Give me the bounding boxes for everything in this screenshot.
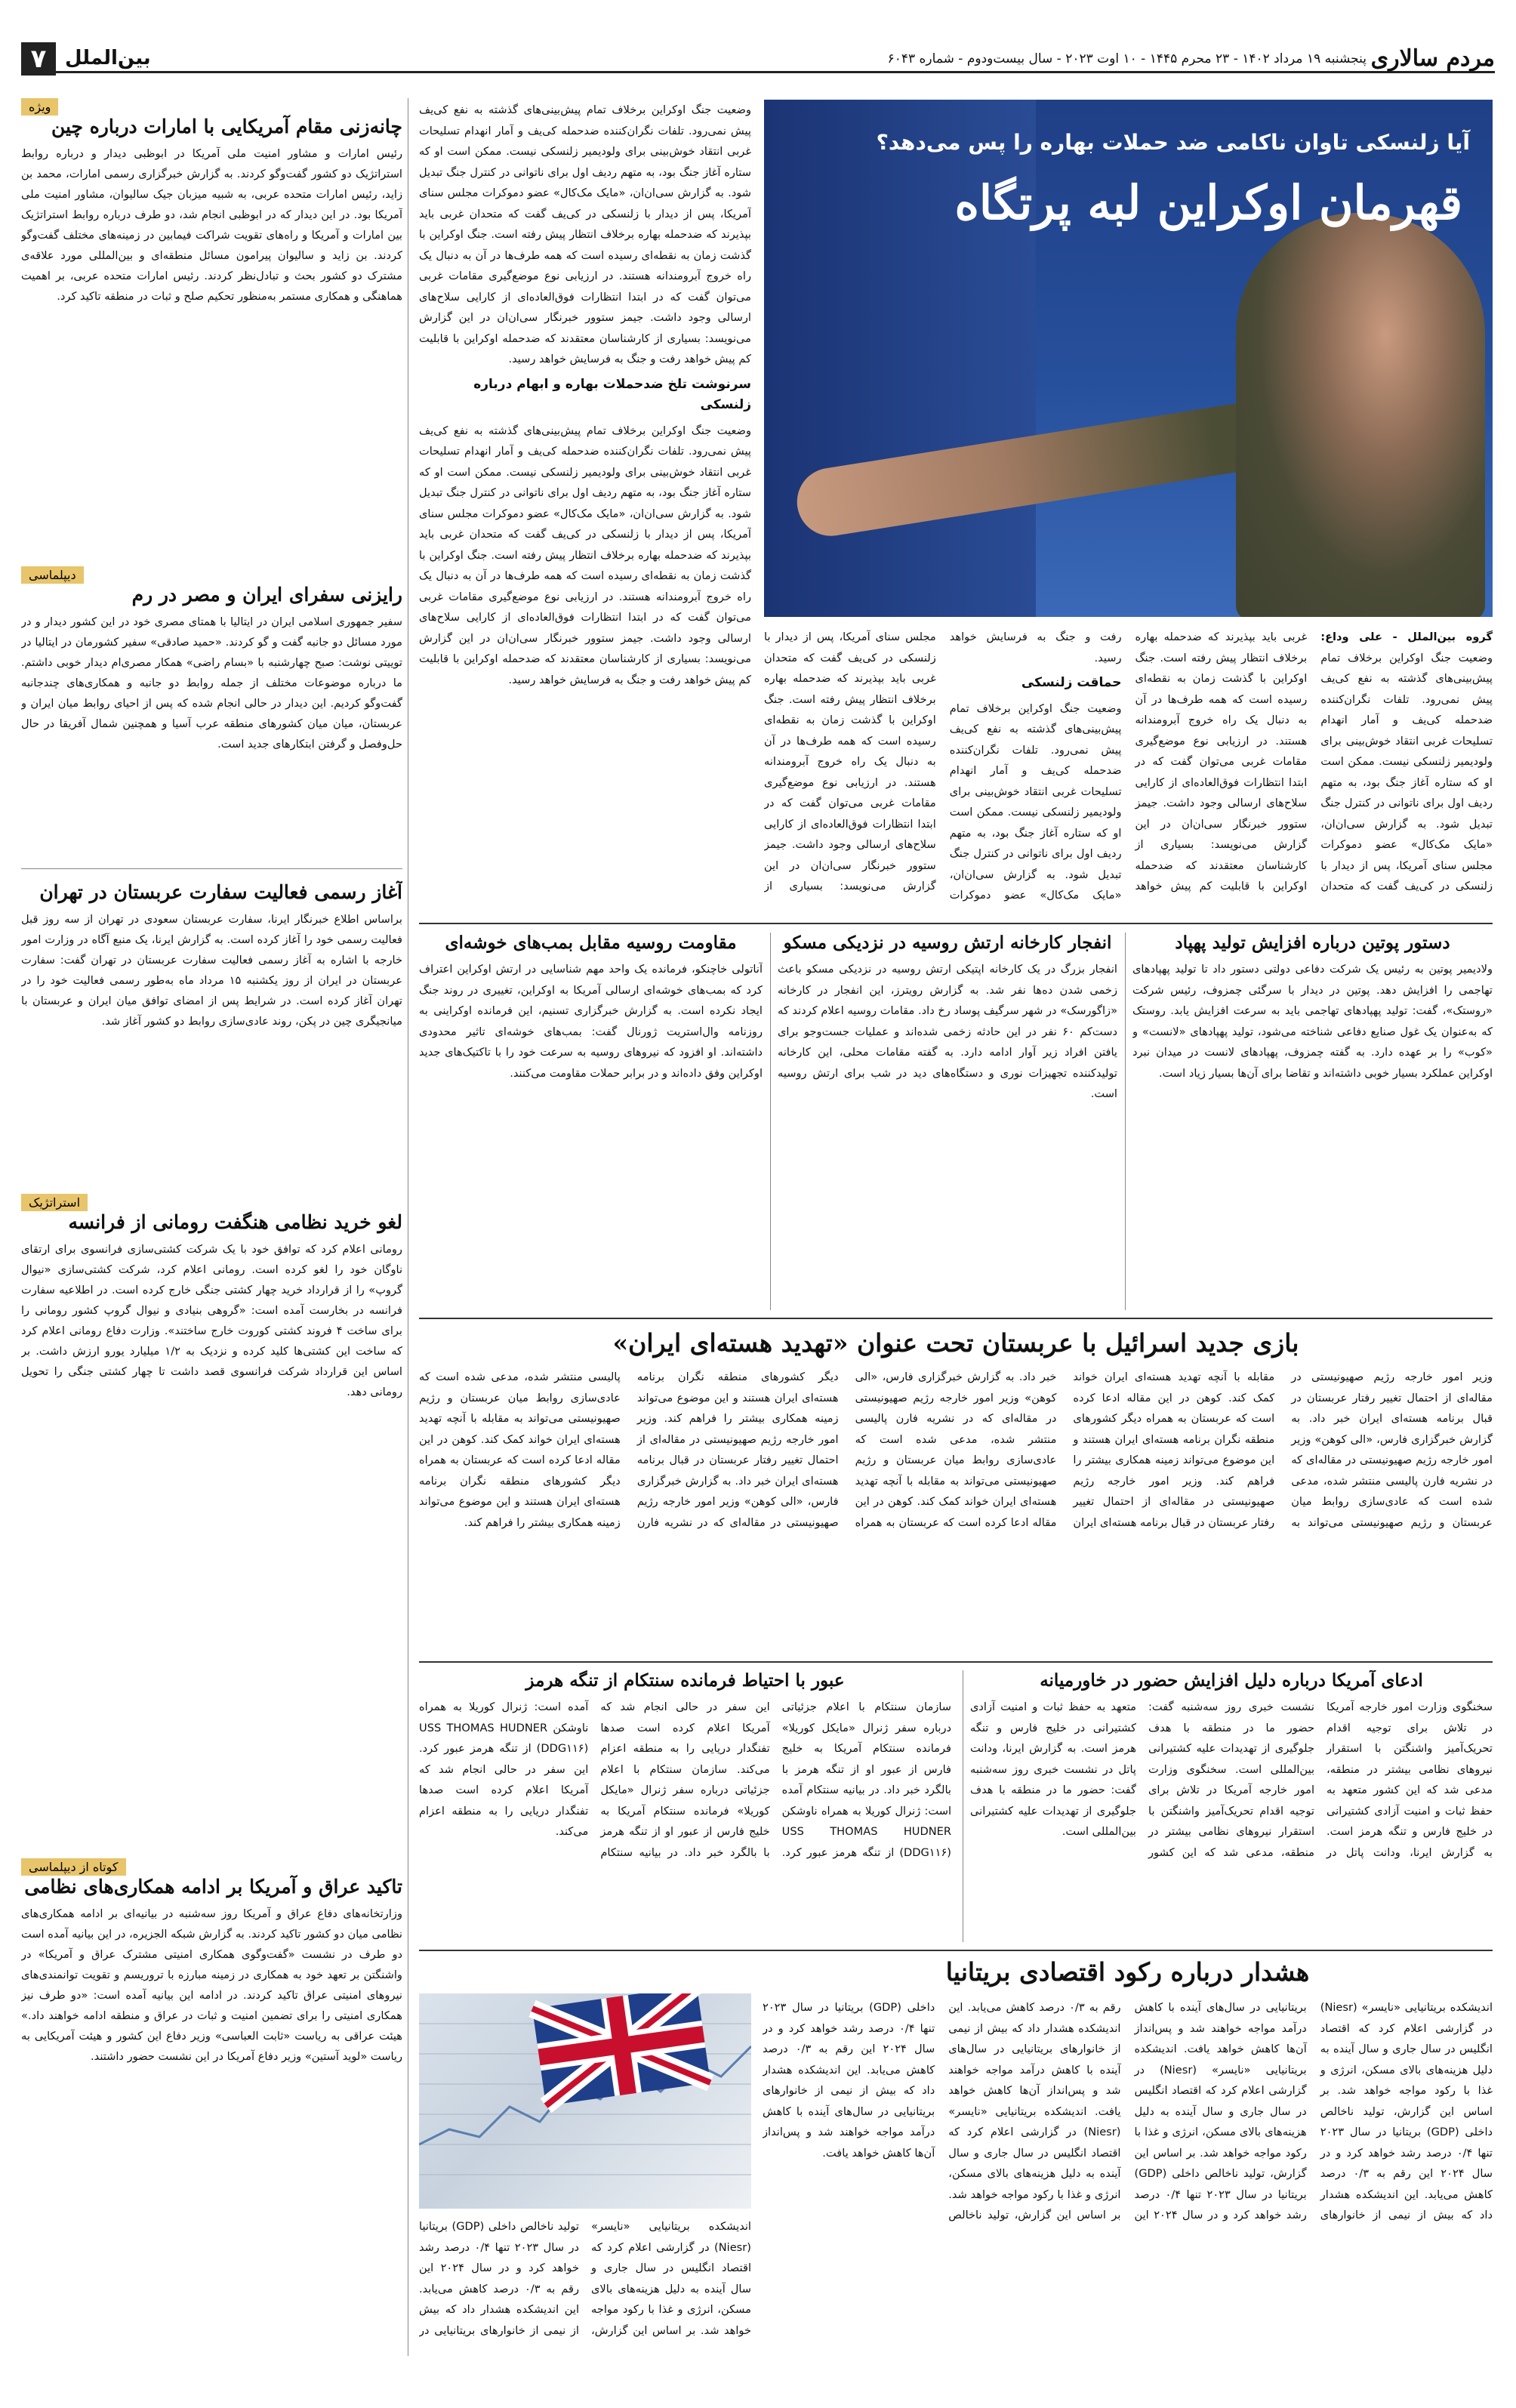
sidebar-column [21, 98, 402, 2356]
article-body: انفجار بزرگ در یک کارخانه اپتیکی ارتش روسیه در نزدیکی مسکو باعث زخمی شدن ده‌ها نفر شد. به گزارش رویترز، این انفجار در کارخانه «زاگورسک» در شهر سرگیف پوساد رخ داد. مقامات روسیه اعلام کردند که دست‌کم ۶۰ نفر در این حادثه زخمی شده‌اند و عملیات جست‌وجو برای یافتن افراد زیر آوار ادامه دارد. به گفته مقامات محلی، این کارخانه تولیدکننده تجهیزات نوری و دستگاه‌های دید در شب برای ارتش روسیه است. [778, 963, 1117, 1100]
article-headline: مقاومت روسیه مقابل بمب‌های خوشه‌ای [445, 933, 737, 953]
us-middle-east-article [970, 1670, 1493, 1942]
main-story [764, 627, 1493, 914]
sidebar-article-rome [21, 566, 402, 861]
article-text: سخنگوی وزارت امور خارجه آمریکا در تلاش برای توجیه اقدام تحریک‌آمیز واشنگتن با استقرار نیروهای نظامی بیشتر در منطقه، مدعی شد که این کشور متعهد به حفظ ثبات و امنیت آزادی کشتیرانی در خلیج فارس و تنگه هرمز است. به گزارش ایرنا، ودانت پاتل در نشست خبری روز سه‌شنبه گفت: حضور ما در منطقه با هدف جلوگیری از تهدیدات علیه کشتیرانی بین‌المللی است. [1148, 1700, 1493, 1859]
article-headline: دستور پوتین درباره افزایش تولید پهپاد [1175, 933, 1450, 953]
article-subhead: حماقت زلنسکی [1021, 675, 1122, 690]
article-body: سفیر جمهوری اسلامی ایران در ایتالیا با همتای مصری خود در این کشور دیدار و در مورد مسائل دو جانبه گفت و گو کردند. «حمید صادقی» سفیر کشورمان در ایتالیا در توییتی نوشت: صبح چهارشنبه با «بسام راضی» همکار مصری‌ام دیدار خوبی داشتم. ما درباره موضوعات مختلف از جمله روابط دو جانبه و همکاری‌های چندجانبه گفت‌وگو کردیم. این دیدار در حالی انجام شده که پس از احیای روابط میان ایران و عربستان، میان میان کشورهای منطقه عرب آسیا و همچنین شمال آفریقا در حال حل‌وفصل و گرفتن ابتکارهای جدید است. [21, 615, 402, 751]
article-text: اندیشکده بریتانیایی «نایسر» (Niesr) در گزارشی اعلام کرد که اقتصاد انگلیس در سال جاری و سال آینده به دلیل هزینه‌های بالای مسکن، انرژی و غذا با رکود مواجه خواهد شد. بر اساس این گزارش، تولید ناخالص داخلی (GDP) بریتانیا در سال ۲۰۲۳ تنها ۰/۴ درصد رشد خواهد کرد و در سال ۲۰۲۴ این رقم به ۰/۳ درصد کاهش می‌یابد. این اندیشکده هشدار داد که بیش از نیمی از خانوارهای بریتانیایی در [419, 2220, 751, 2337]
kicker-label: دیپلماسی [21, 566, 84, 584]
uk-article-continued [419, 2216, 751, 2356]
kicker-label: ویژه [21, 98, 58, 116]
article-body: وضعیت جنگ اوکراین برخلاف تمام پیش‌بینی‌های گذشته به نفع کی‌یف پیش نمی‌رود. تلفات نگران‌کننده ضدحمله کی‌یف و آمار انهدام تسلیحات غربی انتقاد خوش‌بینی برای ولودیمیر زلنسکی نیست. ممکن است او که ستاره آغاز جنگ بود، به متهم ردیف اول برای ناتوانی در کنترل جنگ تبدیل شود. به گزارش سی‌ان‌ان، «مایک مک‌کال» عضو دموکرات مجلس سنای آمریکا، پس از دیدار با زلنسکی در کی‌یف گفت که متحدان غربی باید بپذیرند که ضدحمله بهاره برخلاف انتظار پیش رفته است. جنگ اوکراین با گذشت زمان به نقطه‌ای رسیده است که همه طرف‌ها در آن به دنبال یک راه خروج آبرومندانه هستند. در ارزیابی نوع موضع‌گیری مقامات غربی می‌توان گفت که در ابتدا انتظارات فوق‌العاده‌ای از کارایی سلاح‌های ارسالی وجود داشت. جیمز ستوور خبرنگار سی‌ان‌ان در این گزارش می‌نویسد: بسیاری از کارشناسان معتقدند که ضدحمله اوکراین با قابلیت کم پیش خواهد رفت و جنگ به فرسایش خواهد رسید. [419, 424, 751, 686]
article-headline: هشدار درباره رکود اقتصادی بریتانیا [945, 1957, 1310, 1987]
article-body: آناتولی خاچنکو، فرمانده یک واحد مهم شناسایی در ارتش اوکراین اعتراف کرد که بمب‌های خوشه‌ای ارسالی آمریکا به اوکراین، تغییری در روند جنگ ایجاد نکرده است. به گزارش خبرگزاری تسنیم، این فرمانده اوکراینی به روزنامه وال‌استریت ژورنال گفت: بمب‌های خوشه‌ای تاثیر محدودی داشته‌اند. او افزود که نیروهای روسیه به سرعت خود را با تاکتیک‌های جدید اوکراین وفق داده‌اند و در برابر حملات مقاومت می‌کنند. [419, 963, 763, 1080]
hero-subtitle: آیا زلنسکی تاوان ناکامی ضد حملات بهاره را پس می‌دهد؟ [876, 130, 1470, 155]
uk-recession-article [763, 1997, 1493, 2356]
article-text: وزیر امور خارجه رژیم صهیونیستی در مقاله‌ای از احتمال تغییر رفتار عربستان در قبال برنامه هسته‌ای ایران خبر داد. به گزارش خبرگزاری فارس، «الی کوهن» وزیر امور خارجه رژیم صهیونیستی در مقاله‌ای که در نشریه فارن پالیسی منتشر شده، مدعی شده است که عادی‌سازی روابط میان عربستان و رژیم صهیونیستی می‌تواند به مقابله با آنچه تهدید هسته‌ای ایران خواند کمک کند. کوهن در این مقاله ادعا کرده است که عربستان به همراه دیگر کشورهای منطقه نگران برنامه هسته‌ای ایران هستند و این موضوع می‌تواند زمینه همکاری بیشتر را فراهم کند. [1073, 1370, 1493, 1529]
main-story-continued [419, 100, 751, 915]
israel-saudi-article [419, 1325, 1493, 1654]
article-text: وزیر امور خارجه رژیم صهیونیستی در مقاله‌ای از احتمال تغییر رفتار عربستان در قبال برنامه هسته‌ای ایران خبر داد. به گزارش خبرگزاری فارس، «الی کوهن» وزیر امور خارجه رژیم صهیونیستی در مقاله‌ای که در نشریه فارن پالیسی منتشر شده، مدعی شده است که عادی‌سازی روابط میان عربستان و رژیم صهیونیستی می‌تواند به مقابله با آنچه تهدید هسته‌ای ایران خواند کمک کند. کوهن در این مقاله ادعا کرده است که عربستان به همراه دیگر کشورهای منطقه نگران برنامه هسته‌ای ایران هستند و این موضوع می‌تواند زمینه همکاری بیشتر را فراهم کند. [636, 1370, 1275, 1529]
article-body: ولادیمیر پوتین به رئیس یک شرکت دفاعی دولتی دستور داد تا تولید پهپادهای تهاجمی را افزایش دهد. پوتین در دیدار با سرگئی چمزوف، رئیس شرکت «روستک»، گفت: تولید پهپادهای تهاجمی باید به سرعت افزایش یابد. روستک که به‌عنوان یک غول صنایع دفاعی شناخته می‌شود، تولید پهپادهای «لانست» و «کوب» را بر عهده دارد. به گفته چمزوف، پهپادهای لانست در میدان نبرد اوکراین عملکرد بسیار خوبی داشته‌اند و تقاضا برای آن‌ها بسیار زیاد است. [1132, 963, 1493, 1080]
centcom-hormuz-article [419, 1670, 951, 1942]
article-body: وضعیت جنگ اوکراین برخلاف تمام پیش‌بینی‌های گذشته به نفع کی‌یف پیش نمی‌رود. تلفات نگران‌کننده ضدحمله کی‌یف و آمار انهدام تسلیحات غربی انتقاد خوش‌بینی برای ولودیمیر زلنسکی نیست. ممکن است او که ستاره آغاز جنگ بود، به متهم ردیف اول برای ناتوانی در کنترل جنگ تبدیل شود. به گزارش سی‌ان‌ان، «مایک مک‌کال» عضو دموکرات مجلس سنای آمریکا، پس از دیدار با زلنسکی در کی‌یف گفت که متحدان غربی باید بپذیرند که ضدحمله بهاره برخلاف انتظار پیش رفته است. جنگ اوکراین با گذشت زمان به نقطه‌ای رسیده است که همه طرف‌ها در آن به دنبال یک راه خروج آبرومندانه هستند. در ارزیابی نوع موضع‌گیری مقامات غربی می‌توان گفت که در ابتدا انتظارات فوق‌العاده‌ای از کارایی سلاح‌های ارسالی وجود داشت. جیمز ستوور خبرنگار سی‌ان‌ان در این گزارش می‌نویسد: بسیاری از کارشناسان معتقدند که ضدحمله اوکراین با قابلیت کم پیش خواهد رفت و جنگ به فرسایش خواهد رسید. [419, 103, 751, 365]
newspaper-logo: مردم سالاری [1370, 45, 1495, 72]
article-text: اندیشکده بریتانیایی «نایسر» (Niesr) در گزارشی اعلام کرد که اقتصاد انگلیس در سال جاری و سال آینده به دلیل هزینه‌های بالای مسکن، انرژی و غذا با رکود مواجه خواهد شد. بر اساس این گزارش، تولید ناخالص داخلی (GDP) بریتانیا در سال ۲۰۲۳ تنها ۰/۴ درصد رشد خواهد کرد و در سال ۲۰۲۴ این رقم به ۰/۳ درصد کاهش می‌یابد. این اندیشکده هشدار داد که بیش از نیمی از خانوارهای بریتانیایی در سال‌های آینده با کاهش درآمد مواجه خواهند شد و پس‌انداز آن‌ها کاهش خواهد یافت. [948, 2001, 1307, 2221]
hero-photo [764, 100, 1493, 617]
article-body: وضعیت جنگ اوکراین برخلاف تمام پیش‌بینی‌های گذشته به نفع کی‌یف پیش نمی‌رود. تلفات نگران‌کننده ضدحمله کی‌یف و آمار انهدام تسلیحات غربی انتقاد خوش‌بینی برای ولودیمیر زلنسکی نیست. ممکن است او که ستاره آغاز جنگ بود، به متهم ردیف اول برای ناتوانی در کنترل جنگ تبدیل شود. به گزارش سی‌ان‌ان، «مایک مک‌کال» عضو دموکرات مجلس سنای آمریکا، پس از دیدار با زلنسکی در کی‌یف گفت که متحدان غربی باید بپذیرند که ضدحمله بهاره برخلاف انتظار پیش رفته است. جنگ اوکراین با گذشت زمان به نقطه‌ای رسیده است که همه طرف‌ها در آن به دنبال یک راه خروج آبرومندانه هستند. در ارزیابی نوع موضع‌گیری مقامات غربی می‌توان گفت که در ابتدا انتظارات فوق‌العاده‌ای از کارایی سلاح‌های ارسالی وجود داشت. جیمز ستوور خبرنگار سی‌ان‌ان در این گزارش می‌نویسد: بسیاری از کارشناسان معتقدند که ضدحمله اوکراین با قابلیت کم پیش خواهد رفت و جنگ به فرسایش خواهد رسید. [949, 631, 1493, 893]
sidebar-article-romania [21, 1194, 402, 1858]
article-body [970, 1697, 1493, 1863]
byline: گروه بین‌الملل - علی وداع: [1320, 631, 1493, 643]
article-headline: رایزنی سفرای ایران و مصر در رم [131, 584, 402, 606]
masthead [21, 45, 1495, 73]
section-name: بین‌الملل [65, 47, 151, 69]
article-text: سخنگوی وزارت امور خارجه آمریکا در تلاش برای توجیه اقدام تحریک‌آمیز واشنگتن با استقرار نیروهای نظامی بیشتر در منطقه، مدعی شد که این کشور متعهد به حفظ ثبات و امنیت آزادی کشتیرانی در خلیج فارس و تنگه هرمز است. به گزارش ایرنا، ودانت پاتل در نشست خبری روز سه‌شنبه گفت: حضور ما در منطقه با هدف جلوگیری از تهدیدات علیه کشتیرانی بین‌المللی است. [970, 1700, 1314, 1859]
sidebar-article-saudi [21, 877, 402, 1194]
uk-flag-graphic [419, 1993, 751, 2209]
article-body: رئیس امارات و مشاور امنیت ملی آمریکا در ابوظبی دیدار و درباره روابط استراتژیک دو کشور گفت‌وگو کردند. به گزارش خبرگزاری رسمی امارات، محمد بن زاید، رئیس امارات متحده عربی، به شبیه میزبان جیک سالیوان، مشاور امنیت ملی آمریکا بود. در این دیدار که در ابوظبی انجام شد، دو طرف درباره روابط استراتژیک بین امارات و آمریکا و راه‌های تقویت شراکت فیمابین در زمینه‌های مختلف گفت‌وگو کردند. بن زاید و سالیوان پیرامون مسائل منطقه‌ای و بین‌المللی مورد علاقه‌ی مشترک دو کشور بحث و تبادل‌نظر کردند. رئیس امارات متحده عربی، بر اهمیت هماهنگی و همکاری مستمر به‌منظور تحکیم صلح و ثبات در منطقه تاکید کرد. [21, 147, 402, 303]
article-body: رومانی اعلام کرد که توافق خود با یک شرکت کشتی‌سازی فرانسوی برای ارتقای ناوگان خود را لغو کرده است. رومانی اعلام کرد، شرکت کشتی‌سازی «نیوال گروپ» را از قرارداد خرید چهار کشتی جنگی خارج کرده است. در اطلاعیه سفارت فرانسه در بخارست آمده است: «گروهی بنیادی و نیوال گروپ کشور رومانی را برای ساخت ۴ فروند کشتی کوروت خارج ساختند». وزارت دفاع رومانی اعلام کرد که ساخت این کشتی‌ها کلید کرده و نزدیک به ۱/۲ میلیارد یورو ارزش داشت. بر اساس این قرارداد شرکت فرانسوی قصد داشت تا چهار کشتی جنگی را تحویل رومانی دهد. [21, 1243, 402, 1398]
article-subhead: سرنوشت تلخ ضدحملات بهاره و ابهام درباره زلنسکی [473, 376, 751, 412]
putin-drone-article [1132, 933, 1493, 1310]
issue-date: پنجشنبه ۱۹ مرداد ۱۴۰۲ - ۲۳ محرم ۱۴۴۵ - ۱۰ اوت ۲۰۲۳ - سال بیست‌ودوم - شماره ۶۰۴۳ [887, 51, 1367, 66]
uk-economy-photo [419, 1993, 751, 2209]
article-headline: تاکید عراق و آمریکا بر ادامه همکاری‌های نظامی [24, 1876, 402, 1898]
article-body [419, 1367, 1493, 1639]
article-headline: لغو خرید نظامی هنگفت رومانی از فرانسه [68, 1211, 402, 1233]
article-text: اندیشکده بریتانیایی «نایسر» (Niesr) در گزارشی اعلام کرد که اقتصاد انگلیس در سال جاری و سال آینده به دلیل هزینه‌های بالای مسکن، انرژی و غذا با رکود مواجه خواهد شد. بر اساس این گزارش، تولید ناخالص داخلی (GDP) بریتانیا در سال ۲۰۲۳ تنها ۰/۴ درصد رشد خواهد کرد و در سال ۲۰۲۴ این رقم به ۰/۳ درصد کاهش می‌یابد. این اندیشکده هشدار داد که بیش از نیمی از خانوارهای بریتانیایی در سال‌های آینده با کاهش درآمد مواجه خواهند شد و پس‌انداز آن‌ها کاهش خواهد یافت. [1134, 2001, 1493, 2221]
article-text: سازمان سنتکام با اعلام جزئیاتی درباره سفر ژنرال «مایکل کوریلا» فرمانده سنتکام آمریکا به خلیج فارس از عبور او از تنگه هرمز با بالگرد خبر داد. در بیانیه سنتکام آمده است: ژنرال کوریلا به همراه ناوشکن USS THOMAS HUDNER (DDG۱۱۶) از تنگه هرمز عبور کرد. این سفر در حالی انجام شد که آمریکا اعلام کرده است صدها تفنگدار دریایی را به منطقه اعزام می‌کند. [600, 1700, 951, 1859]
hero-headline: قهرمان اوکراین لبه پرتگاه [954, 175, 1462, 230]
article-body: وزارتخانه‌های دفاع عراق و آمریکا روز سه‌شنبه در بیانیه‌ای بر ادامه همکاری‌های نظامی میان دو کشور تاکید کردند. به گزارش شبکه الجزیره، در این بیانیه آمده است دو طرف در نشست «گفت‌وگوی همکاری امنیتی مشترک عراق و آمریکا» در واشنگتن بر تعهد خود به همکاری در زمینه مبارزه با تروریسم و تقویت توانمندی‌های نیروهای امنیتی عراق تاکید کردند. در ادامه این بیانیه آمده است: «دو طرف نیز همکاری امنیتی را برای تضمین امنیت و ثبات در عراق و منطقه ادامه خواهند داد.» هیئت عراقی به ریاست «ثابت العباسی» وزیر دفاع این کشور و هیئت آمریکایی به ریاست «لوید آستین» وزیر دفاع آمریکا در این نشست حضور داشتند. [21, 1907, 402, 2063]
article-headline: بازی جدید اسرائیل با عربستان تحت عنوان «تهدید هسته‌ای ایران» [612, 1328, 1299, 1358]
page-number: ۷ [21, 42, 56, 76]
article-headline: ادعای آمریکا درباره دلیل افزایش حضور در خاورمیانه [1040, 1670, 1423, 1691]
article-headline: آغاز رسمی فعالیت سفارت عربستان در تهران [39, 881, 402, 903]
article-body [419, 1697, 951, 1863]
article-text: اندیشکده بریتانیایی «نایسر» (Niesr) در گزارشی اعلام کرد که اقتصاد انگلیس در سال جاری و سال آینده به دلیل هزینه‌های بالای مسکن، انرژی و غذا با رکود مواجه خواهد شد. بر اساس این گزارش، تولید ناخالص داخلی (GDP) بریتانیا در سال ۲۰۲۳ تنها ۰/۴ درصد رشد خواهد کرد و در سال ۲۰۲۴ این رقم به ۰/۳ درصد کاهش می‌یابد. این اندیشکده هشدار داد که بیش از نیمی از خانوارهای بریتانیایی در سال‌های آینده با کاهش درآمد مواجه خواهند شد و پس‌انداز آن‌ها کاهش خواهد یافت. [763, 2001, 1121, 2221]
article-body: براساس اطلاع خبرنگار ایرنا، سفارت عربستان سعودی در تهران از سه روز قبل فعالیت رسمی خود را آغاز کرده است. به گزارش ایرنا، یک منبع آگاه در وزارت امور خارجه با اشاره به آغاز رسمی فعالیت سفارت عربستان در تهران گفت: سفارت عربستان در ایران از روز یکشنبه ۱۵ مرداد ماه به‌طور رسمی فعالیت خود را در تهران آغاز کرده است. در شرایط پس از امضای توافق میان ایران و عربستان با میانجیگری چین در پکن، روند عادی‌سازی روابط دو کشور آغاز شد. [21, 913, 402, 1028]
article-headline: انفجار کارخانه ارتش روسیه در نزدیکی مسکو [783, 933, 1112, 953]
kicker-label: کوتاه از دیپلماسی [21, 1858, 126, 1876]
sidebar-article-iraq [21, 1858, 402, 2326]
article-body: وضعیت جنگ اوکراین برخلاف تمام پیش‌بینی‌های گذشته به نفع کی‌یف پیش نمی‌رود. تلفات نگران‌کننده ضدحمله کی‌یف و آمار انهدام تسلیحات غربی انتقاد خوش‌بینی برای ولودیمیر زلنسکی نیست. ممکن است او که ستاره آغاز جنگ بود، به متهم ردیف اول برای ناتوانی در کنترل جنگ تبدیل شود. به گزارش سی‌ان‌ان، «مایک مک‌کال» عضو دموکرات مجلس سنای آمریکا، پس از دیدار با زلنسکی در کی‌یف گفت که متحدان غربی باید بپذیرند که ضدحمله بهاره برخلاف انتظار پیش رفته است. جنگ اوکراین با گذشت زمان به نقطه‌ای رسیده است که همه طرف‌ها در آن به دنبال یک راه خروج آبرومندانه هستند. در ارزیابی نوع موضع‌گیری مقامات غربی می‌توان گفت که در ابتدا انتظارات فوق‌العاده‌ای از کارایی سلاح‌های ارسالی وجود داشت. جیمز ستوور خبرنگار سی‌ان‌ان در این گزارش می‌نویسد: بسیاری از [764, 631, 1122, 902]
article-text: سازمان سنتکام با اعلام جزئیاتی درباره سفر ژنرال «مایکل کوریلا» فرمانده سنتکام آمریکا به خلیج فارس از عبور او از تنگه هرمز با بالگرد خبر داد. در بیانیه سنتکام آمده است: ژنرال کوریلا به همراه ناوشکن USS THOMAS HUDNER (DDG۱۱۶) از تنگه هرمز عبور کرد. این سفر در حالی انجام شد که آمریکا اعلام کرده است صدها تفنگدار دریایی را به منطقه اعزام می‌کند. [419, 1700, 770, 1859]
article-headline: عبور با احتیاط فرمانده سنتکام از تنگه هرمز [525, 1670, 845, 1691]
kicker-label: استراتژیک [21, 1194, 88, 1211]
sidebar-article-uae [21, 98, 402, 566]
zelensky-figure [1236, 213, 1485, 617]
cluster-bombs-article [419, 933, 763, 1310]
article-headline: چانه‌زنی مقام آمریکایی با امارات درباره چین [51, 116, 402, 137]
russia-factory-explosion-article [778, 933, 1117, 1310]
article-text: وزیر امور خارجه رژیم صهیونیستی در مقاله‌ای از احتمال تغییر رفتار عربستان در قبال برنامه هسته‌ای ایران خبر داد. به گزارش خبرگزاری فارس، «الی کوهن» وزیر امور خارجه رژیم صهیونیستی در مقاله‌ای که در نشریه فارن پالیسی منتشر شده، مدعی شده است که عادی‌سازی روابط میان عربستان و رژیم صهیونیستی می‌تواند به مقابله با آنچه تهدید هسته‌ای ایران خواند کمک کند. کوهن در این مقاله ادعا کرده است که عربستان به همراه دیگر کشورهای منطقه نگران برنامه هسته‌ای ایران هستند و این موضوع می‌تواند زمینه همکاری بیشتر را فراهم کند. [419, 1370, 839, 1529]
